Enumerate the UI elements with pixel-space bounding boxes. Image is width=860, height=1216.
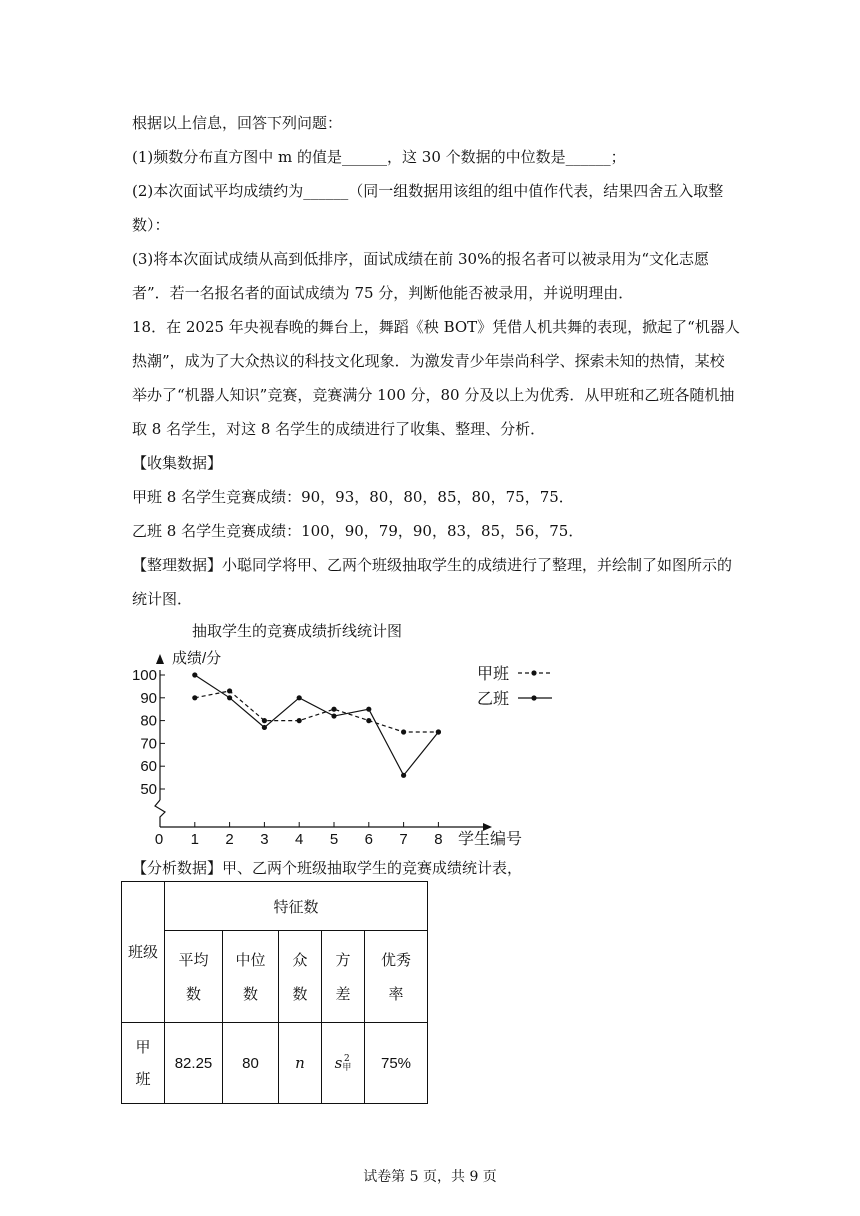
text-line: 者”．若一名报名者的面试成绩为 75 分，判断他能否被录用，并说明理由． [132, 284, 634, 302]
text-line: 18．在 2025 年央视春晚的舞台上，舞蹈《秧 BOT》凭借人机共舞的表现，掀起了“机器人 [132, 318, 740, 336]
y-tick-label: 70 [140, 735, 157, 753]
mode-cell: n [279, 1023, 322, 1104]
class-cell: 甲班 [122, 1023, 165, 1104]
series-jia-point [262, 718, 267, 723]
x-tick-label: 8 [434, 831, 443, 848]
text-line: (1)频数分布直方图中 m 的值是______，这 30 个数据的中位数是______； [132, 148, 626, 166]
series-jia-point [366, 718, 371, 723]
column-header: 中位数 [223, 931, 279, 1023]
x-tick-label: 1 [190, 831, 199, 848]
column-header: 优秀率 [365, 931, 428, 1023]
series-yi-point [262, 725, 267, 730]
y-tick-label: 80 [140, 712, 157, 730]
line-chart [120, 640, 580, 850]
text-line: 热潮”，成为了大众热议的科技文化现象．为激发青少年崇尚科学、探索未知的热情，某校 [132, 352, 725, 370]
series-yi-point [331, 713, 336, 718]
x-tick-label: 6 [364, 831, 373, 848]
table-header-row [122, 882, 428, 931]
column-header: 众数 [279, 931, 322, 1023]
median-cell: 80 [223, 1023, 279, 1104]
table-row [122, 1023, 428, 1104]
x-tick-label: 0 [154, 831, 164, 848]
series-yi-point [297, 695, 302, 700]
series-yi-point [192, 672, 197, 677]
series-yi-point [401, 773, 406, 778]
text-line: 举办了“机器人知识”竞赛，竞赛满分 100 分，80 分及以上为优秀．从甲班和乙班各随机抽 [132, 386, 735, 404]
text-line: 取 8 名学生，对这 8 名学生的成绩进行了收集、整理、分析． [132, 420, 546, 438]
y-axis-arrow [156, 654, 164, 664]
legend-marker [531, 670, 536, 675]
group-header-label: 特征数 [273, 897, 319, 916]
page-footer: 试卷第 5 页，共 9 页 [363, 1169, 497, 1185]
legend-label: 乙班 [477, 691, 510, 708]
axis-break [155, 800, 165, 827]
text-line: 根据以上信息，回答下列问题： [132, 114, 343, 132]
text-line: 【收集数据】 [132, 454, 223, 472]
series-jia-point [297, 718, 302, 723]
y-tick-label: 60 [140, 758, 157, 776]
group-header-cell [165, 882, 428, 931]
legend-marker [531, 695, 536, 700]
x-axis-label: 学生编号 [458, 831, 523, 848]
text-line: (2)本次面试平均成绩约为______（同一组数据用该组的组中值作代表，结果四舍五入取整 [132, 182, 724, 200]
text-line: 乙班 8 名学生竞赛成绩：100，90，79，90，83，85，56，75． [132, 522, 584, 540]
column-header-row [122, 931, 428, 1023]
row-header-label: 班级 [127, 943, 158, 961]
text-line: 【整理数据】小聪同学将甲、乙两个班级抽取学生的成绩进行了整理，并绘制了如图所示的 [132, 556, 733, 574]
series-yi-point [436, 729, 441, 734]
x-tick-label: 4 [295, 831, 304, 848]
column-header: 平均数 [165, 931, 223, 1023]
series-yi-point [227, 695, 232, 700]
x-tick-label: 3 [260, 831, 269, 848]
mean-cell: 82.25 [165, 1023, 223, 1104]
text-line: (3)将本次面试成绩从高到低排序，面试成绩在前 30%的报名者可以被录用为“文化志愿 [132, 250, 710, 268]
series-yi-point [366, 707, 371, 712]
series-jia-point [331, 707, 336, 712]
y-axis-label: 成绩/分 [172, 650, 222, 667]
y-tick-label: 90 [140, 689, 157, 707]
excellence-rate-cell: 75% [365, 1023, 428, 1104]
row-header-cell [122, 882, 165, 1023]
statistics-table [121, 881, 428, 1104]
text-line: 数）： [132, 216, 170, 234]
column-header: 方差 [322, 931, 365, 1023]
text-line: 统计图． [132, 590, 193, 608]
x-tick-label: 7 [399, 831, 408, 848]
variance-cell: s 2 甲 [322, 1023, 365, 1104]
legend-label: 甲班 [477, 666, 510, 683]
x-axis-arrow [483, 823, 492, 831]
y-tick-label: 50 [140, 781, 157, 798]
series-jia-point [192, 695, 197, 700]
y-tick-label: 100 [131, 667, 157, 684]
chart-title: 抽取学生的竞赛成绩折线统计图 [192, 622, 403, 640]
series-jia-point [401, 729, 406, 734]
x-tick-label: 5 [329, 831, 339, 848]
text-line: 【分析数据】甲、乙两个班级抽取学生的竞赛成绩统计表， [132, 859, 523, 877]
series-jia-point [227, 688, 232, 693]
x-tick-label: 2 [225, 831, 234, 848]
text-line: 甲班 8 名学生竞赛成绩：90，93，80，80，85，80，75，75． [132, 488, 574, 506]
